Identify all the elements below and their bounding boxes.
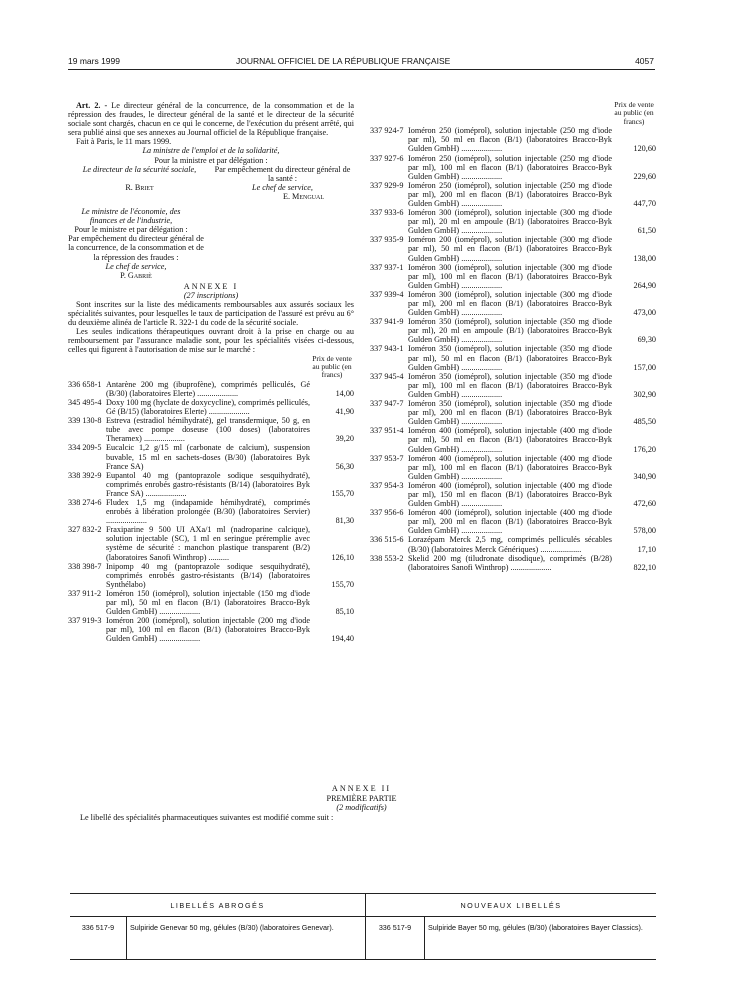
entry-code: 337 924-7 xyxy=(370,126,404,136)
entry-price: 194,40 xyxy=(331,634,354,644)
entry-price: 41,90 xyxy=(335,407,354,417)
libelles-row xyxy=(70,917,656,960)
header-nouveaux-libelles: NOUVEAUX LIBELLÉS xyxy=(366,894,657,917)
entry-code: 339 130-8 xyxy=(68,416,102,426)
old-code: 336 517-9 xyxy=(81,923,115,932)
entry-code: 334 209-5 xyxy=(68,443,102,453)
medicine-entry xyxy=(370,454,656,481)
entry-code: 338 398-7 xyxy=(68,561,102,571)
entry-description: Doxy 100 mg (hyclate de doxycycline), comprimés pelliculés, Gé (B/15) (laboratoires Elerte) .................... xyxy=(106,397,310,417)
medicine-entry xyxy=(370,554,656,572)
entry-code: 336 658-1 xyxy=(68,379,102,389)
entry-code: 337 954-3 xyxy=(370,480,404,490)
medicine-entry xyxy=(370,535,656,553)
new-label: Sulpiride Bayer 50 mg, gélules (B/30) (laboratoires Bayer Classics). xyxy=(425,917,657,960)
annexe-1-subtitle: (27 inscriptions) xyxy=(183,290,239,300)
dir-secu-title: Le directeur de la sécurité sociale, xyxy=(82,164,197,174)
entry-price: 340,90 xyxy=(633,471,656,481)
entry-code: 337 937-1 xyxy=(370,262,404,272)
entry-description: Ioméron 300 (ioméprol), solution injectable (300 mg d'iode par ml), 20 ml en ampoule (B/1) (laboratoires Bracco-Byk Gulden GmbH) .................... xyxy=(408,208,612,236)
medicine-entry xyxy=(68,562,354,589)
entry-description: Ioméron 350 (ioméprol), solution injectable (350 mg d'iode par ml), 50 ml en flacon (B/1) (laboratoires Bracco-Byk Gulden GmbH) .................... xyxy=(408,344,612,372)
entry-price: 155,70 xyxy=(331,488,354,498)
pour-ministre: Pour la ministre et par délégation : xyxy=(154,155,268,165)
entry-code: 337 927-6 xyxy=(370,153,404,163)
header-rule xyxy=(68,69,655,70)
entry-code: 337 911-2 xyxy=(68,588,102,598)
annexe-2-partie: PREMIÈRE PARTIE xyxy=(326,793,397,803)
medicine-entry xyxy=(370,481,656,508)
medicine-entry xyxy=(370,372,656,399)
entry-code: 338 274-6 xyxy=(68,497,102,507)
entry-code: 337 943-1 xyxy=(370,344,404,354)
entry-price: 56,30 xyxy=(335,461,354,471)
entry-description: Eupantol 40 mg (pantoprazole sodique sesquihydraté), comprimés enrobés gastro-résistants (B/14) (laboratoires Byk France SA) .................... xyxy=(106,470,310,498)
left-column xyxy=(68,101,354,643)
libelles-table xyxy=(70,893,656,960)
entry-price: 472,60 xyxy=(633,499,656,509)
entry-price: 176,20 xyxy=(633,444,656,454)
header-libelles-abroges: LIBELLÉS ABROGÉS xyxy=(70,894,366,917)
entry-code: 338 392-9 xyxy=(68,470,102,480)
entry-description: Estreva (estradiol hémihydraté), gel transdermique, 50 g, en tube avec pompe doseuse (100 doses) (laboratoires Theramex) .................... xyxy=(106,416,310,444)
new-code: 336 517-9 xyxy=(366,917,425,960)
medicine-entry xyxy=(68,416,354,443)
entry-code: 337 935-9 xyxy=(370,235,404,245)
medicine-entry xyxy=(370,181,656,208)
entry-description: Ioméron 300 (ioméprol), solution injectable (300 mg d'iode par ml), 200 ml en flacon (B/1) (laboratoires Bracco-Byk Gulden GmbH) .................... xyxy=(408,289,612,318)
entry-price: 229,60 xyxy=(633,171,656,181)
medicine-entry xyxy=(68,616,354,643)
entry-description: Ioméron 300 (ioméprol), solution injectable (300 mg d'iode par ml), 100 ml en flacon (B/1) (laboratoires Bracco-Byk Gulden GmbH) .................... xyxy=(408,262,612,290)
entry-description: Ioméron 250 (ioméprol), solution injectable (250 mg d'iode par ml), 100 ml en flacon (B/1) (laboratoires Bracco-Byk Gulden GmbH) .................... xyxy=(408,153,612,181)
article-text: Le directeur général de la concurrence, de la consommation et de la répression des fraudes, le directeur général de la santé et le directeur de la sécurité sociale sont chargés, chacun en ce qui le concerne, de l'exécution du présent arrêté, qui sera publié ainsi que ses annexes au Journal officiel de la République française. xyxy=(68,101,355,138)
entry-price: 14,00 xyxy=(335,388,354,398)
entry-description: Fludex 1,5 mg (indapamide hémihydraté), comprimés enrobés à libération prolongée (B/30) (laboratoires Servier) .................... xyxy=(106,497,310,526)
entry-price: 264,90 xyxy=(633,280,656,290)
signature-row xyxy=(68,165,354,183)
entry-price: 61,50 xyxy=(637,226,656,236)
entry-code: 338 553-2 xyxy=(370,553,404,563)
entry-code: 337 947-7 xyxy=(370,399,404,409)
entry-price: 485,50 xyxy=(633,417,656,427)
entry-code: 337 941-9 xyxy=(370,317,404,327)
entry-description: Ioméron 250 (ioméprol), solution injectable (250 mg d'iode par ml), 50 ml en flacon (B/1) (laboratoires Bracco-Byk Gulden GmbH) .................... xyxy=(408,126,612,154)
entry-price: 81,30 xyxy=(335,516,354,526)
medicine-entry xyxy=(370,126,656,153)
entry-description: Ioméron 400 (ioméprol), solution injectable (400 mg d'iode par ml), 100 ml en flacon (B/1) (laboratoires Bracco-Byk Gulden GmbH) .................... xyxy=(408,453,612,481)
dir-secu-name: R. Briet xyxy=(125,182,154,192)
medicine-entry xyxy=(370,344,656,371)
medicine-entry xyxy=(68,525,354,561)
entry-description: Eucalcic 1,2 g/15 ml (carbonate de calcium), suspension buvable, 15 ml en sachets-doses (B/30) (laboratoires Byk France SA) xyxy=(106,443,310,471)
empechement-sante: Par empêchement du directeur général de la santé : xyxy=(214,164,351,183)
entry-code: 327 832-2 xyxy=(68,525,102,535)
old-label: Sulpiride Genevar 50 mg, gélules (B/30) (laboratoires Genevar). xyxy=(127,917,366,960)
entry-code: 337 939-4 xyxy=(370,289,404,299)
entry-description: Ioméron 250 (ioméprol), solution injectable (250 mg d'iode par ml), 200 ml en flacon (B/1) (laboratoires Bracco-Byk Gulden GmbH) .................... xyxy=(408,180,612,208)
medicine-entry xyxy=(370,235,656,262)
price-column-header: Prix de vente au public (en francs) xyxy=(312,353,352,380)
price-column-header-right: Prix de vente au public (en francs) xyxy=(614,100,654,126)
left-entry-list xyxy=(68,380,354,644)
entry-description: Ioméron 400 (ioméprol), solution injectable (400 mg d'iode par ml), 150 ml en flacon (B/1) (laboratoires Bracco-Byk Gulden GmbH) .................... xyxy=(408,480,612,509)
fait-a-paris: Fait à Paris, le 11 mars 1999. xyxy=(76,137,172,147)
entry-price: 157,00 xyxy=(633,362,656,372)
entry-description: Ioméron 150 (ioméprol), solution injectable (150 mg d'iode par ml), 50 ml en flacon (B/1) (laboratoires Bracco-Byk Gulden GmbH) .................... xyxy=(106,588,310,617)
entry-code: 337 929-9 xyxy=(370,180,404,190)
article-lead: Art. 2. - xyxy=(76,101,108,110)
chef-service: Le chef de service, xyxy=(252,182,313,192)
entry-description: Ioméron 400 (ioméprol), solution injectable (400 mg d'iode par ml), 200 ml en flacon (B/1) (laboratoires Bracco-Byk Gulden GmbH) .................... xyxy=(408,508,612,536)
entry-description: Inipomp 40 mg (pantoprazole sodique sesquihydraté), comprimés enrobés gastro-résistants (B/14) (laboratoires Synthélabo) xyxy=(106,561,310,589)
entry-price: 473,00 xyxy=(633,308,656,318)
medicine-entry xyxy=(68,443,354,470)
medicine-entry xyxy=(370,317,656,344)
entry-description: Ioméron 350 (ioméprol), solution injectable (350 mg d'iode par ml), 200 ml en flacon (B/1) (laboratoires Bracco-Byk Gulden GmbH) .................... xyxy=(408,399,612,427)
medicine-entry xyxy=(68,498,354,525)
entry-code: 345 495-4 xyxy=(68,397,102,407)
entry-price: 302,90 xyxy=(633,389,656,399)
medicine-entry xyxy=(68,380,354,398)
pour-ministre-2: Pour le ministre et par délégation : xyxy=(74,225,188,235)
annexe-1-para-1: Sont inscrites sur la liste des médicaments remboursables aux assurés sociaux les spécialités suivantes, pour lesquelles le taux de participation de l'assuré est prévu au 6° du deuxième alinéa de l'article R. 322-1 du code de la sécurité sociale. xyxy=(68,299,354,328)
entry-code: 337 919-3 xyxy=(68,616,102,626)
entry-price: 39,20 xyxy=(335,434,354,444)
entry-description: Ioméron 200 (ioméprol), solution injectable (200 mg d'iode par ml), 100 ml en flacon (B/1) (laboratoires Bracco-Byk Gulden GmbH) .................... xyxy=(106,616,310,644)
header-date: 19 mars 1999 xyxy=(68,56,120,66)
medicine-entry xyxy=(370,426,656,453)
annexe-2 xyxy=(68,784,655,822)
entry-price: 126,10 xyxy=(331,552,354,562)
entry-description: Ioméron 350 (ioméprol), solution injectable (350 mg d'iode par ml), 20 ml en ampoule (B/1) (laboratoires Bracco-Byk Gulden GmbH) .................... xyxy=(408,317,612,345)
entry-description: Ioméron 350 (ioméprol), solution injectable (350 mg d'iode par ml), 100 ml en flacon (B/1) (laboratoires Bracco-Byk Gulden GmbH) .................... xyxy=(408,371,612,399)
entry-description: Antarène 200 mg (ibuprofène), comprimés pelliculés, Gé (B/30) (laboratoires Elerte) .................... xyxy=(106,379,310,398)
entry-price: 138,00 xyxy=(633,253,656,263)
libelles-header-row xyxy=(70,894,656,917)
annexe-1-para-2: Les seules indications thérapeutiques ouvrant droit à la prise en charge ou au remboursement par l'assurance maladie sont, pour les spécialités visées ci-dessous, celles qui figurent à l'autorisation de mise sur le marché : xyxy=(68,327,354,355)
annexe-2-title: ANNEXE II xyxy=(331,784,392,793)
medicine-entry xyxy=(68,398,354,416)
annexe-2-subtitle: (2 modificatifs) xyxy=(336,803,387,812)
ministre-eco: Le ministre de l'économie, des finances et de l'industrie, xyxy=(81,207,181,226)
entry-code: 337 945-4 xyxy=(370,371,404,381)
right-column xyxy=(370,101,656,572)
medicine-entry xyxy=(370,290,656,317)
entry-code: 337 953-7 xyxy=(370,453,404,463)
right-entry-list xyxy=(370,126,656,572)
entry-price: 822,10 xyxy=(633,562,656,572)
ministre-emploi: La ministre de l'emploi et de la solidarité, xyxy=(142,146,280,156)
header-journal-title: JOURNAL OFFICIEL DE LA RÉPUBLIQUE FRANÇAISE xyxy=(236,56,451,66)
chef-name-2: P. Gabriè xyxy=(120,270,152,280)
entry-price: 69,30 xyxy=(637,335,656,345)
entry-price: 578,00 xyxy=(633,526,656,536)
header-page-number: 4057 xyxy=(635,56,654,66)
medicine-entry xyxy=(370,508,656,535)
entry-description: Skelid 200 mg (tiludronate disodique), comprimés (B/28) (laboratoires Sanofi Winthrop) .................... xyxy=(408,553,612,572)
entry-code: 336 515-6 xyxy=(370,535,404,545)
signature-names-row xyxy=(68,183,354,192)
chef-name: E. Mengual xyxy=(282,191,324,201)
entry-description: Ioméron 400 (ioméprol), solution injectable (400 mg d'iode par ml), 50 ml en flacon (B/1) (laboratoires Bracco-Byk Gulden GmbH) .................... xyxy=(408,426,612,454)
entry-code: 337 933-6 xyxy=(370,208,404,218)
empechement-concurrence: Par empêchement du directeur général de la concurrence, de la consommation et de la répression des fraudes : xyxy=(68,234,204,262)
medicine-entry xyxy=(370,154,656,181)
annexe-2-intro: Le libellé des spécialités pharmaceutiques suivantes est modifié comme suit : xyxy=(80,812,334,822)
annexe-1-title: ANNEXE I xyxy=(183,281,239,291)
medicine-entry xyxy=(68,471,354,498)
article-2 xyxy=(68,101,354,137)
entry-price: 447,70 xyxy=(633,198,656,208)
page-header xyxy=(68,56,654,68)
medicine-entry xyxy=(370,263,656,290)
chef-service-2: Le chef de service, xyxy=(105,261,167,271)
entry-price: 85,10 xyxy=(335,607,354,617)
entry-price: 155,70 xyxy=(331,579,354,589)
entry-description: Lorazépam Merck 2,5 mg, comprimés pelliculés sécables (B/30) (laboratoires Merck Génériques) .................... xyxy=(408,535,612,554)
entry-code: 337 951-4 xyxy=(370,426,404,436)
medicine-entry xyxy=(68,589,354,616)
entry-code: 337 956-6 xyxy=(370,508,404,518)
entry-price: 17,10 xyxy=(637,544,656,554)
entry-price: 120,60 xyxy=(633,144,656,154)
entry-description: Fraxiparine 9 500 UI AXa/1 ml (nadroparine calcique), solution injectable (SC), 1 ml en seringue préremplie avec système de sécurité : manchon plastique transparent (B/2) (laboratoires Sanofi Winthrop) .......... xyxy=(106,525,310,562)
medicine-entry xyxy=(370,208,656,235)
medicine-entry xyxy=(370,399,656,426)
entry-description: Ioméron 200 (ioméprol), solution injectable (300 mg d'iode par ml), 50 ml en flacon (B/1) (laboratoires Bracco-Byk Gulden GmbH) .................... xyxy=(408,235,612,263)
